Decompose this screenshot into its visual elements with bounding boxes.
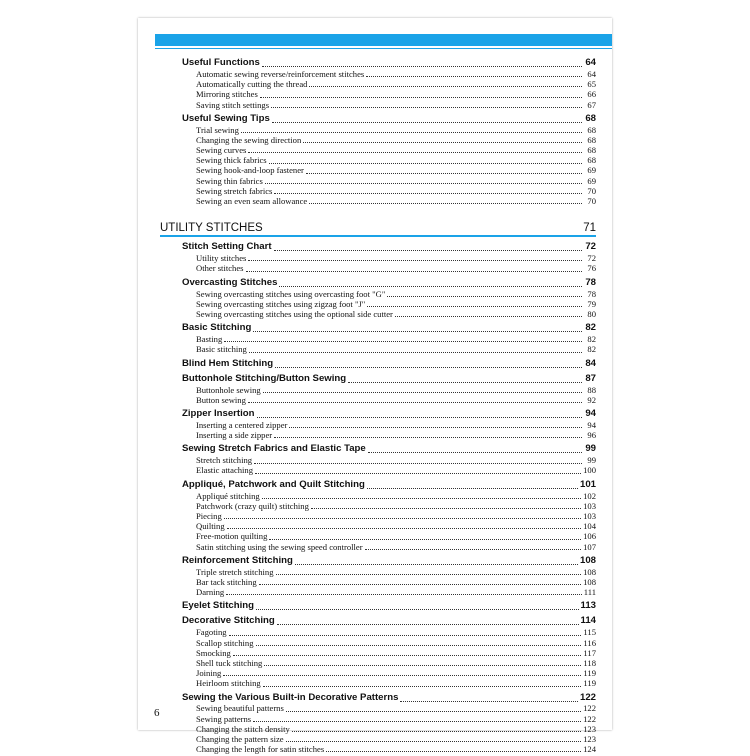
toc-section-title: Buttonhole Stitching/Button Sewing xyxy=(182,372,347,384)
dot-leader xyxy=(295,563,578,565)
dot-leader xyxy=(274,249,582,251)
toc-subentry[interactable] xyxy=(182,638,596,648)
toc-section-entry[interactable] xyxy=(182,240,596,253)
toc-section-entry[interactable] xyxy=(182,599,596,612)
dot-leader xyxy=(395,315,582,317)
toc-subentry-page: 106 xyxy=(583,531,596,542)
toc-subentry[interactable] xyxy=(182,501,596,511)
toc-section-page: 87 xyxy=(585,372,596,384)
toc-section-title: Sewing the Various Built-in Decorative Patterns xyxy=(182,691,399,703)
toc-subentry-page: 69 xyxy=(587,165,596,176)
dot-leader xyxy=(265,182,582,184)
toc-subentry[interactable] xyxy=(182,385,596,395)
toc-subentry-title: Mirroring stitches xyxy=(196,89,258,100)
dot-leader xyxy=(229,634,582,636)
toc-subentry-title: Other stitches xyxy=(196,263,244,274)
dot-leader xyxy=(311,507,581,509)
toc-section-title: Appliqué, Patchwork and Quilt Stitching xyxy=(182,478,365,490)
toc-section-entry[interactable] xyxy=(182,357,596,370)
toc-subentry-page: 116 xyxy=(583,637,596,648)
dot-leader xyxy=(263,391,582,393)
toc-subentry[interactable] xyxy=(182,289,596,299)
toc-subentry-title: Inserting a centered zipper xyxy=(196,419,288,430)
toc-sections xyxy=(182,240,596,756)
toc-subentry-title: Sewing overcasting stitches using zigzag foot "J" xyxy=(196,298,366,309)
toc-subentry[interactable] xyxy=(182,155,596,165)
toc-subentry[interactable] xyxy=(182,577,596,587)
dot-leader xyxy=(233,654,582,656)
toc-subentry[interactable] xyxy=(182,395,596,405)
dot-leader xyxy=(387,295,582,297)
dot-leader xyxy=(253,720,581,722)
toc-subentry[interactable] xyxy=(182,344,596,354)
toc-subentry-page: 107 xyxy=(583,541,596,552)
toc-subentry-title: Sewing overcasting stitches using the optional side cutter xyxy=(196,308,393,319)
dot-leader xyxy=(306,172,582,174)
toc-subentry[interactable] xyxy=(182,125,596,135)
toc-subentry-title: Sewing hook-and-loop fastener xyxy=(196,165,304,176)
toc-section-page: 84 xyxy=(585,357,596,369)
toc-subentry[interactable] xyxy=(182,145,596,155)
dot-leader xyxy=(292,730,581,732)
toc-subentry[interactable] xyxy=(182,658,596,668)
toc-subentry-title: Sewing beautiful patterns xyxy=(196,703,284,714)
dot-leader xyxy=(400,700,578,702)
toc-subentry-page: 68 xyxy=(587,155,596,166)
toc-subentry-page: 76 xyxy=(587,263,596,274)
toc-subentry-page: 68 xyxy=(587,124,596,135)
toc-section-page: 99 xyxy=(585,443,596,455)
toc-section-page: 122 xyxy=(579,691,596,703)
toc-subentry-page: 99 xyxy=(587,455,596,466)
toc-subentry-title: Quilting xyxy=(196,521,225,532)
toc-section-title: Useful Sewing Tips xyxy=(182,112,270,124)
toc-subentry[interactable] xyxy=(182,253,596,263)
toc-subentry-page: 104 xyxy=(583,521,596,532)
toc-subentry-page: 72 xyxy=(587,253,596,264)
toc-section-title: Overcasting Stitches xyxy=(182,276,278,288)
toc-subentry-page: 65 xyxy=(587,79,596,90)
toc-subentry-title: Utility stitches xyxy=(196,253,247,264)
toc-subentry[interactable] xyxy=(182,166,596,176)
chapter-page: 71 xyxy=(583,222,596,235)
toc-subentry-page: 103 xyxy=(583,500,596,511)
dot-leader xyxy=(276,573,582,575)
dot-leader xyxy=(224,517,581,519)
toc-section-page: 108 xyxy=(579,554,596,566)
toc-subentry[interactable] xyxy=(182,627,596,637)
toc-subentry-page: 79 xyxy=(587,298,596,309)
toc-subentry-title: Sewing thick fabrics xyxy=(196,155,267,166)
dot-leader xyxy=(271,106,582,108)
toc-subentry-title: Piecing xyxy=(196,511,222,522)
toc-section-title: Sewing Stretch Fabrics and Elastic Tape xyxy=(182,443,366,455)
toc-subentry-page: 124 xyxy=(583,744,596,755)
toc-subentry-title: Sewing thin fabrics xyxy=(196,175,263,186)
toc-section-title: Stitch Setting Chart xyxy=(182,241,272,253)
page-number: 6 xyxy=(154,707,160,719)
toc-subentry-page: 94 xyxy=(587,419,596,430)
toc-subentry-title: Automatically cutting the thread xyxy=(196,79,308,90)
chapter-rule xyxy=(160,235,596,237)
toc-section-entry[interactable] xyxy=(182,478,596,491)
dot-leader xyxy=(262,65,582,67)
toc-subentry-title: Sewing stretch fabrics xyxy=(196,185,273,196)
toc-section-title: Useful Functions xyxy=(182,57,260,68)
toc-subentry[interactable] xyxy=(182,744,596,754)
toc-subentry-page: 92 xyxy=(587,394,596,405)
toc-subentry-title: Sewing patterns xyxy=(196,713,252,724)
toc-subentry-title: Button sewing xyxy=(196,394,246,405)
toc-subentry-title: Heirloom stitching xyxy=(196,678,261,689)
toc-subentry-title: Sewing an even seam allowance xyxy=(196,196,308,207)
toc-subentry-title: Basic stitching xyxy=(196,344,247,355)
toc-subentry[interactable] xyxy=(182,299,596,309)
toc-section-page: 114 xyxy=(580,615,596,627)
dot-leader xyxy=(309,85,582,87)
toc-subentry-page: 96 xyxy=(587,430,596,441)
header-color-bar xyxy=(155,34,612,46)
toc-subentry-title: Joining xyxy=(196,668,222,679)
toc-subentry-page: 103 xyxy=(583,511,596,522)
toc-section-title: Reinforcement Stitching xyxy=(182,554,293,566)
toc-subentry[interactable] xyxy=(182,542,596,552)
dot-leader xyxy=(277,623,579,625)
toc-subentry[interactable] xyxy=(182,678,596,688)
toc-subentry-page: 64 xyxy=(587,68,596,79)
toc-subentry-title: Saving stitch settings xyxy=(196,99,270,110)
dot-leader xyxy=(365,548,582,550)
toc-subentry-page: 102 xyxy=(583,490,596,501)
toc-subentry[interactable] xyxy=(182,491,596,501)
toc-section-entry[interactable] xyxy=(182,614,596,627)
toc-subentry[interactable] xyxy=(182,531,596,541)
toc-subentry-page: 123 xyxy=(583,734,596,745)
toc-section-entry[interactable] xyxy=(182,321,596,334)
toc-subentry-page: 108 xyxy=(583,576,596,587)
toc-section-page: 113 xyxy=(580,600,596,612)
dot-leader xyxy=(309,202,582,204)
toc-section-entry[interactable] xyxy=(182,442,596,455)
toc-subentry-title: Appliqué stitching xyxy=(196,490,260,501)
table-of-contents xyxy=(160,56,596,756)
dot-leader xyxy=(286,740,582,742)
toc-subentry[interactable] xyxy=(182,309,596,319)
toc-section-entry[interactable] xyxy=(182,276,596,289)
toc-section-page: 78 xyxy=(585,276,596,288)
toc-section-entry[interactable] xyxy=(182,372,596,385)
dot-leader xyxy=(275,366,582,368)
dot-leader xyxy=(348,381,582,383)
toc-subentry-page: 82 xyxy=(587,334,596,345)
section-spacer xyxy=(182,206,596,208)
dot-leader xyxy=(249,351,582,353)
dot-leader xyxy=(367,487,578,489)
toc-subentry[interactable] xyxy=(182,668,596,678)
toc-section-entry[interactable] xyxy=(182,112,596,125)
dot-leader xyxy=(259,583,581,585)
dot-leader xyxy=(241,131,582,133)
toc-subentry-page: 70 xyxy=(587,185,596,196)
toc-subentry-page: 117 xyxy=(583,647,596,658)
toc-subentry-title: Automatic sewing reverse/reinforcement stitches xyxy=(196,68,365,79)
toc-subentry-page: 123 xyxy=(583,723,596,734)
dot-leader xyxy=(262,497,581,499)
toc-subentry-title: Changing the sewing direction xyxy=(196,134,302,145)
dot-leader xyxy=(326,750,581,752)
toc-subentry-title: Darning xyxy=(196,587,225,598)
toc-subentry-title: Shell tuck stitching xyxy=(196,657,263,668)
toc-subentry[interactable] xyxy=(182,79,596,89)
dot-leader xyxy=(224,340,582,342)
toc-section-title: Blind Hem Stitching xyxy=(182,357,274,369)
dot-leader xyxy=(303,141,582,143)
toc-section-page: 64 xyxy=(585,57,596,68)
toc-section-entry[interactable] xyxy=(182,554,596,567)
dot-leader xyxy=(256,608,579,610)
toc-subentry[interactable] xyxy=(182,511,596,521)
toc-subentry-title: Scallop stitching xyxy=(196,637,254,648)
toc-subentry[interactable] xyxy=(182,648,596,658)
toc-subentry[interactable] xyxy=(182,587,596,597)
toc-subentry-page: 70 xyxy=(587,196,596,207)
dot-leader xyxy=(246,270,583,272)
toc-subentry-title: Changing the pattern size xyxy=(196,734,284,745)
dot-leader xyxy=(263,685,582,687)
toc-subentry-page: 122 xyxy=(583,713,596,724)
toc-section-entry[interactable] xyxy=(182,691,596,704)
toc-subentry[interactable] xyxy=(182,89,596,99)
toc-section-page: 68 xyxy=(585,112,596,124)
toc-subentry-page: 80 xyxy=(587,308,596,319)
dot-leader xyxy=(274,192,582,194)
dot-leader xyxy=(254,462,582,464)
dot-leader xyxy=(264,664,581,666)
dot-leader xyxy=(272,121,582,123)
dot-leader xyxy=(366,75,582,77)
toc-subentry-title: Free-motion quilting xyxy=(196,531,268,542)
toc-subentry-title: Satin stitching using the sewing speed controller xyxy=(196,541,363,552)
toc-section-page: 94 xyxy=(585,407,596,419)
dot-leader xyxy=(289,426,582,428)
toc-subentry-page: 66 xyxy=(587,89,596,100)
toc-subentry-page: 82 xyxy=(587,344,596,355)
header-rule xyxy=(155,48,612,49)
toc-subentry-title: Sewing overcasting stitches using overcasting foot "G" xyxy=(196,288,386,299)
dot-leader xyxy=(248,259,582,261)
toc-subentry-title: Sewing curves xyxy=(196,145,247,156)
toc-subentry[interactable] xyxy=(182,724,596,734)
dot-leader xyxy=(248,401,582,403)
toc-subentry[interactable] xyxy=(182,455,596,465)
toc-subentry-page: 100 xyxy=(583,465,596,476)
toc-subentry[interactable] xyxy=(182,430,596,440)
dot-leader xyxy=(274,436,582,438)
chapter-title: UTILITY STITCHES xyxy=(160,222,263,235)
toc-section-title: Basic Stitching xyxy=(182,322,252,334)
toc-section-entry[interactable] xyxy=(182,407,596,420)
toc-subentry-page: 68 xyxy=(587,145,596,156)
toc-subentry-page: 67 xyxy=(587,99,596,110)
dot-leader xyxy=(286,710,581,712)
toc-subentry-title: Inserting a side zipper xyxy=(196,430,273,441)
dot-leader xyxy=(248,151,582,153)
toc-subentry-title: Stretch stitching xyxy=(196,455,253,466)
toc-subentry[interactable] xyxy=(182,466,596,476)
toc-subentry-title: Smocking xyxy=(196,647,231,658)
dot-leader xyxy=(367,305,582,307)
toc-subentry-title: Changing the stitch density xyxy=(196,723,290,734)
dot-leader xyxy=(260,96,582,98)
toc-subentry-page: 119 xyxy=(583,668,596,679)
toc-subentry[interactable] xyxy=(182,734,596,744)
dot-leader xyxy=(255,472,581,474)
toc-section-page: 72 xyxy=(585,241,596,253)
toc-subentry[interactable] xyxy=(182,176,596,186)
toc-subentry-title: Buttonhole sewing xyxy=(196,384,261,395)
toc-subentry-title: Changing the length for satin stitches xyxy=(196,744,325,755)
toc-subentry-page: 122 xyxy=(583,703,596,714)
dot-leader xyxy=(269,538,581,540)
toc-subentry[interactable] xyxy=(182,69,596,79)
toc-subentry-page: 68 xyxy=(587,134,596,145)
toc-subentry-page: 69 xyxy=(587,175,596,186)
toc-subentry-page: 108 xyxy=(583,566,596,577)
toc-subentry[interactable] xyxy=(182,334,596,344)
toc-subentry[interactable] xyxy=(182,714,596,724)
toc-subentry-page: 111 xyxy=(583,587,596,598)
toc-subentry-title: Trial sewing xyxy=(196,124,239,135)
toc-subentry-page: 118 xyxy=(583,657,596,668)
toc-subentry-title: Bar tack stitching xyxy=(196,576,257,587)
toc-top-sections xyxy=(182,56,596,208)
dot-leader xyxy=(257,416,583,418)
toc-section-title: Zipper Insertion xyxy=(182,407,255,419)
toc-subentry-title: Basting xyxy=(196,334,223,345)
toc-subentry-title: Elastic attaching xyxy=(196,465,254,476)
toc-subentry-page: 88 xyxy=(587,384,596,395)
dot-leader xyxy=(253,330,582,332)
toc-section-title: Eyelet Stitching xyxy=(182,600,254,612)
chapter-heading xyxy=(160,214,596,234)
toc-subentry-page: 78 xyxy=(587,288,596,299)
toc-subentry[interactable] xyxy=(182,567,596,577)
toc-subentry[interactable] xyxy=(182,135,596,145)
dot-leader xyxy=(223,674,581,676)
dot-leader xyxy=(227,527,581,529)
toc-section-page: 101 xyxy=(579,478,596,490)
toc-subentry[interactable] xyxy=(182,263,596,273)
dot-leader xyxy=(256,644,582,646)
toc-subentry-page: 115 xyxy=(583,627,596,638)
toc-subentry[interactable] xyxy=(182,420,596,430)
toc-subentry-page: 119 xyxy=(583,678,596,689)
toc-subentry-title: Fagoting xyxy=(196,627,227,638)
toc-subentry-title: Triple stretch stitching xyxy=(196,566,274,577)
toc-subentry[interactable] xyxy=(182,100,596,110)
dot-leader xyxy=(368,451,582,453)
toc-subentry[interactable] xyxy=(182,186,596,196)
toc-section-page: 82 xyxy=(585,322,596,334)
toc-subentry-title: Patchwork (crazy quilt) stitching xyxy=(196,500,309,511)
dot-leader xyxy=(279,285,582,287)
toc-section-entry[interactable] xyxy=(182,56,596,69)
toc-section-title: Decorative Stitching xyxy=(182,615,275,627)
dot-leader xyxy=(226,593,582,595)
dot-leader xyxy=(269,162,582,164)
toc-subentry[interactable] xyxy=(182,704,596,714)
toc-subentry[interactable] xyxy=(182,521,596,531)
toc-subentry[interactable] xyxy=(182,196,596,206)
